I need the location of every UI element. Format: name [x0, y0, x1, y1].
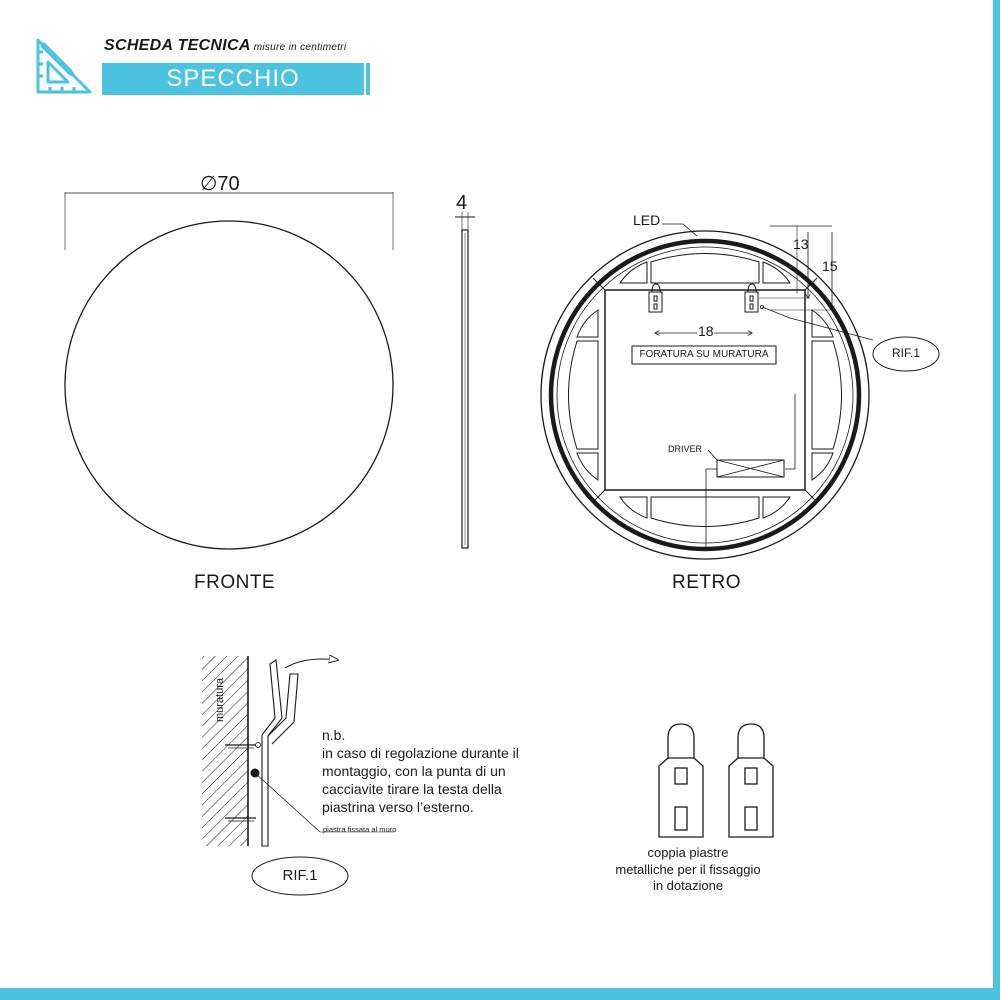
wall-label: muratura: [214, 677, 226, 722]
units-note: misure in centimetri: [253, 42, 347, 53]
note-line: montaggio, con la punta di un: [322, 763, 506, 779]
driver-label: DRIVER: [668, 444, 703, 454]
slot-top: [651, 254, 759, 284]
product-name: SPECCHIO: [166, 65, 300, 92]
plate-1: [659, 724, 703, 837]
sheet-title-text: SCHEDA TECNICA: [104, 37, 251, 54]
note-line: piastrina verso l’esterno.: [322, 799, 474, 815]
side-thickness-label: 4: [456, 192, 468, 214]
fixing-plates: [659, 724, 773, 837]
back-ref-label: RIF.1: [891, 346, 920, 360]
plate-2: [729, 724, 773, 837]
dim-13-label: 13: [793, 236, 809, 252]
dim-18-label: 18: [698, 323, 714, 339]
dim-15-label: 15: [822, 258, 838, 274]
pull-arrow: [285, 659, 338, 668]
note-line: cacciavite tirare la testa della: [322, 781, 502, 797]
hanging-plate-left: [649, 284, 662, 312]
slot-right: [812, 341, 842, 449]
note-line: n.b.: [322, 727, 346, 743]
back-mirror-outline: [541, 231, 869, 559]
drilling-label: FORATURA SU MURATURA: [639, 349, 769, 360]
back-view-label: RETRO: [672, 572, 741, 593]
front-view: [65, 192, 393, 549]
back-view: [541, 224, 939, 559]
detail-ref-label: RIF.1: [282, 867, 318, 884]
caption-line: in dotazione: [652, 878, 724, 893]
hanging-plate-right: [745, 284, 758, 312]
slot-left: [569, 341, 599, 449]
led-strip: [551, 241, 859, 549]
caption-line: metalliche per il fissaggio: [615, 861, 761, 877]
adjustment-note: [322, 726, 562, 816]
caption-line: coppia piastre: [647, 845, 729, 860]
plates-caption: [588, 845, 788, 895]
plate-fixed-label: piastra fissata al muro: [323, 825, 397, 834]
front-diameter-label: ∅70: [200, 173, 240, 195]
side-view: [455, 212, 475, 548]
led-label: LED: [633, 212, 661, 228]
front-mirror-outline: [65, 221, 393, 549]
slot-bottom: [651, 497, 759, 527]
front-view-label: FRONTE: [194, 572, 276, 593]
plate-head-open: [268, 674, 298, 744]
note-line: in caso di regolazione durante il: [322, 745, 519, 761]
plate-profile: [262, 660, 282, 846]
